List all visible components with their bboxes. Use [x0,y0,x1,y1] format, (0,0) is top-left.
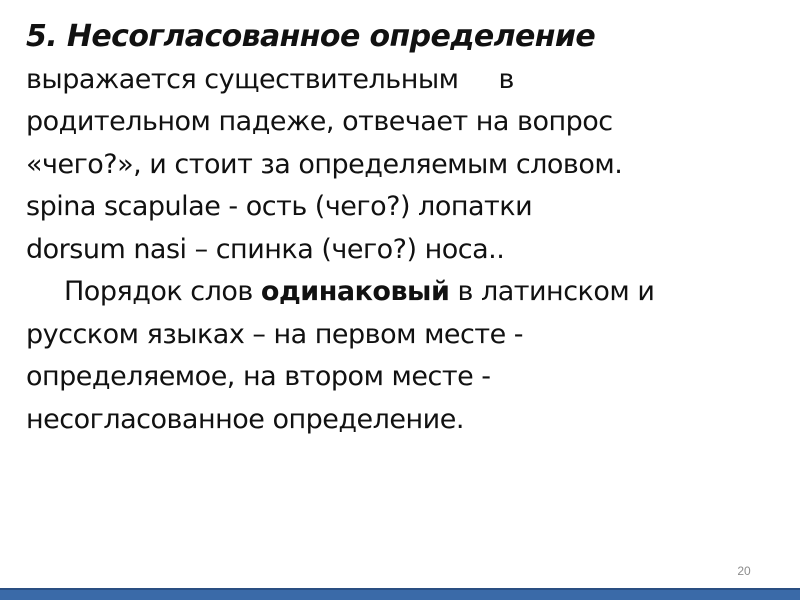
definition-text: выражается существительным [26,63,459,95]
word-order-text: Порядок слов [64,276,253,307]
slide-content [26,16,761,441]
word-order-line-3: определяемое, на втором месте - [26,361,491,392]
emphasis-word: одинаковый [260,276,450,307]
example-line: spina scapulae - ость (чего?) лопатки [26,191,533,222]
word-order-line-2: русском языках – на первом месте - [26,318,524,350]
word-order-line-4: несогласованное определение. [26,403,464,435]
definition-line-3: «чего?», и стоит за определяемым словом. [26,148,623,180]
example-line: dorsum nasi – спинка (чего?) носа.. [26,233,505,265]
slide-heading: 5. Несогласованное определение [26,19,596,54]
word-order-text: в латинском и [457,276,655,307]
bottom-bar [0,588,800,600]
definition-text: в [498,63,514,95]
definition-line-1 [26,59,761,102]
page-number: 20 [737,564,751,578]
definition-line-2: родительном падеже, отвечает на вопрос [26,106,613,137]
word-order-line-1 [26,271,761,314]
